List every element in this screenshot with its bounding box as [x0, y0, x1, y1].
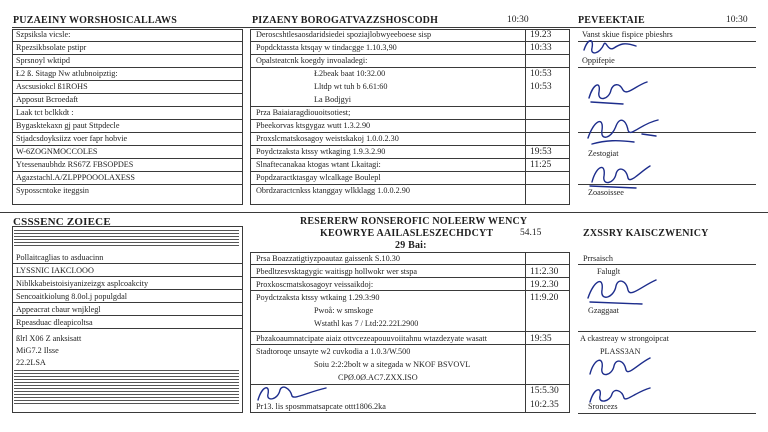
section-divider: [0, 212, 768, 213]
top-middle-row: Prza Baiaiaragdiouoitsotiest;: [256, 108, 351, 117]
bottom-middle-title-3: 29 Bai:: [395, 240, 427, 251]
top-header-rule: [12, 27, 756, 28]
top-time-cell: 11:25: [530, 160, 552, 170]
top-left-row: W-6ZOGNMOCCOLES: [16, 147, 98, 156]
top-middle-row: Popdcktassta ktsqay w tindacgge 1.10.3,90: [256, 43, 397, 52]
top-middle-row: Poydctzaksta ktssy wtkaging 1.9.3.2.90: [256, 147, 386, 156]
bottom-left-row: 22.2LSA: [16, 358, 46, 367]
top-left-row: Sprsnoyl wktipd: [16, 56, 70, 65]
top-left-row: Rpezsikbsolate pstipr: [16, 43, 87, 52]
bottom-middle-row: Prsa Boazzatigtiyzpoautaz gaissenk S.10.30: [256, 254, 400, 263]
bottom-left-row: Appeacrat cbaur wnjklegl: [16, 305, 101, 314]
top-right-title: PEVEEKTAIE: [578, 15, 645, 26]
top-left-row: Apposut Bcroedaft: [16, 95, 79, 104]
bottom-time-cell: 15:5.30: [530, 386, 559, 396]
bottom-right-title: ZXSSRY KAISCZWENICY: [583, 228, 709, 239]
bottom-time-cell: 11:2.30: [530, 267, 559, 277]
bottom-left-row: Sencoaitkiolung 8.0ol.j populgdal: [16, 292, 127, 301]
bottom-left-row: Rpeasduac dleapicoltsa: [16, 318, 93, 327]
top-middle-row: Proxslcmatskosagoy weistskakoj 1.0.0.2.30: [256, 134, 399, 143]
bottom-left-row: MiG7.2 Ilsse: [16, 346, 59, 355]
bottom-middle-row: Pr13. lis sposmmatsapcate ottt1806.2ka: [256, 402, 386, 411]
signature-top-2: [583, 78, 653, 106]
bottom-right-label: A ckastreay w strongoipcat: [580, 334, 669, 343]
signature-bottom-middle: [252, 382, 332, 404]
top-left-row: Agazstachl.A/ZLPPPOOOLAXESS: [16, 173, 135, 182]
top-left-row: Bygasktekaxn gj paut Sttpdecle: [16, 121, 120, 130]
top-middle-row: Opalsteatcnk koegdy invoaladegi:: [256, 56, 368, 65]
top-middle-time: 10:30: [507, 15, 529, 25]
bottom-time-cell: 19:35: [530, 334, 552, 344]
bottom-left-row: ßlrl X06 Z anksisatt: [16, 334, 82, 343]
signature-top-3: [582, 110, 662, 152]
top-left-title: PUZAEINY WORSHOSICALLAWS: [13, 15, 178, 26]
bottom-middle-time: 54.15: [520, 228, 542, 238]
bottom-left-row: LYSSNIC IAKCI.OOO: [16, 266, 94, 275]
bottom-right-label: Gzaggaat: [588, 306, 619, 315]
bottom-middle-row: Poydctzaksta ktssy wtkaing 1.29.3:90: [256, 293, 380, 302]
top-left-row: Stjadcsdoyksiizz voer fapr hobvie: [16, 134, 128, 143]
top-time-cell: 19:53: [530, 147, 552, 157]
signature-top-1: [580, 36, 640, 58]
top-time-cell: 10:33: [530, 43, 552, 53]
bottom-middle-row: Soiu 2:2:2bolt w a sitegada w NKOF BSVOVL: [314, 360, 471, 369]
bottom-middle-row: Pbedltzesvsktagygic waitisgp hollwokr wer stspa: [256, 267, 417, 276]
bottom-time-cell: 19.2.30: [530, 280, 559, 290]
bottom-middle-row: Pwoå: w smskoge: [314, 306, 374, 315]
bottom-right-label: PLASS3AN: [600, 347, 641, 356]
top-middle-row: Popdzaractktasgay wlcalkage Boulepl: [256, 173, 381, 182]
bottom-middle-row: Wstathl kas 7 / Ltd:22.22L2900: [314, 319, 419, 328]
top-time-cell: 10:53: [530, 69, 552, 79]
bottom-right-label: Sroncezs: [588, 402, 618, 411]
top-middle-row: Pbeekorvas ktsgygaz wutt 1.3.2.90: [256, 121, 371, 130]
top-time-cell: 19.23: [530, 30, 552, 40]
bottom-right-label: Prrsaisch: [583, 254, 614, 263]
bottom-middle-row: Pbzakoaumnatcipate aiaiz ottvcezeapouuvoiitahnu wtazdezyate wasatt: [256, 334, 487, 343]
top-left-row: Ascsusiokcl ß1ROHS: [16, 82, 88, 91]
top-middle-title: PIZAENY BOROGATVAZZSHOSCODH: [252, 15, 439, 26]
top-middle-row: Obrdzaractcnkss ktanggay wlkklagg 1.0.0.2.90: [256, 186, 410, 195]
bottom-middle-row: CPØ.0Ø.AC7.ZXX.ISO: [338, 373, 418, 382]
top-middle-row: Slnaftecanakaa ktogas wtant Lkaitagi:: [256, 160, 381, 169]
top-right-label: Vanst skiue fispice pbieshrs: [582, 30, 673, 39]
top-time-cell: 10:53: [530, 82, 552, 92]
bottom-left-row: Pollaitcaglias to asduacinn: [16, 253, 104, 262]
top-left-row: Szpsiksla vicsle:: [16, 30, 71, 39]
top-right-label: Zoasoissee: [588, 188, 624, 197]
top-middle-row: Deroscshtlesaosdaridsiedei spoziajlobwyeeboese sisp: [256, 30, 432, 39]
bottom-time-cell: 10:2.35: [530, 400, 559, 410]
bottom-middle-row: Proxkoscmatskosagoyr veissaikdoj:: [256, 280, 374, 289]
top-right-time: 10:30: [726, 15, 748, 25]
bottom-middle-title-2: KEOWRYE AAILASLESZECHDCYT: [320, 228, 494, 239]
top-left-row: Syposscntoke iteggsin: [16, 186, 90, 195]
bottom-right-label: Faluglt: [597, 267, 621, 276]
signature-bottom-1: [582, 272, 662, 308]
top-left-row: Ł2 ß. Sitagp Nw atlubnoipztig:: [16, 69, 118, 78]
bottom-left-row: Niblkkabeistoisiyanizeizgx asplcoakcity: [16, 279, 149, 288]
top-middle-row: Lltdp wt tuh b 6.61:60: [314, 82, 388, 91]
top-left-row: Ytessenaubhdz RS67Z FBSOPDES: [16, 160, 134, 169]
bottom-left-title: CSSSENC ZOIECE: [13, 216, 111, 228]
bottom-middle-title-1: RESERERW RONSEROFIC NOLEERW WENCY: [300, 216, 528, 227]
signature-bottom-2: [584, 354, 656, 382]
bottom-left-table: [12, 226, 243, 413]
top-middle-row: La Bodjgyi: [314, 95, 352, 104]
signature-top-4: [586, 160, 656, 190]
top-left-row: Laak tct bclkkdt :: [16, 108, 74, 117]
bottom-time-cell: 11:9.20: [530, 293, 559, 303]
top-right-label: Zestogiat: [588, 149, 619, 158]
top-right-label: Oppifepie: [582, 56, 615, 65]
signature-bottom-3: [584, 384, 656, 408]
top-middle-row: Ł2beak baat 10:32.00: [314, 69, 386, 78]
bottom-middle-row: Stadtoroqe unsayte w2 cuvkodia a 1.0.3/W.500: [256, 347, 411, 356]
